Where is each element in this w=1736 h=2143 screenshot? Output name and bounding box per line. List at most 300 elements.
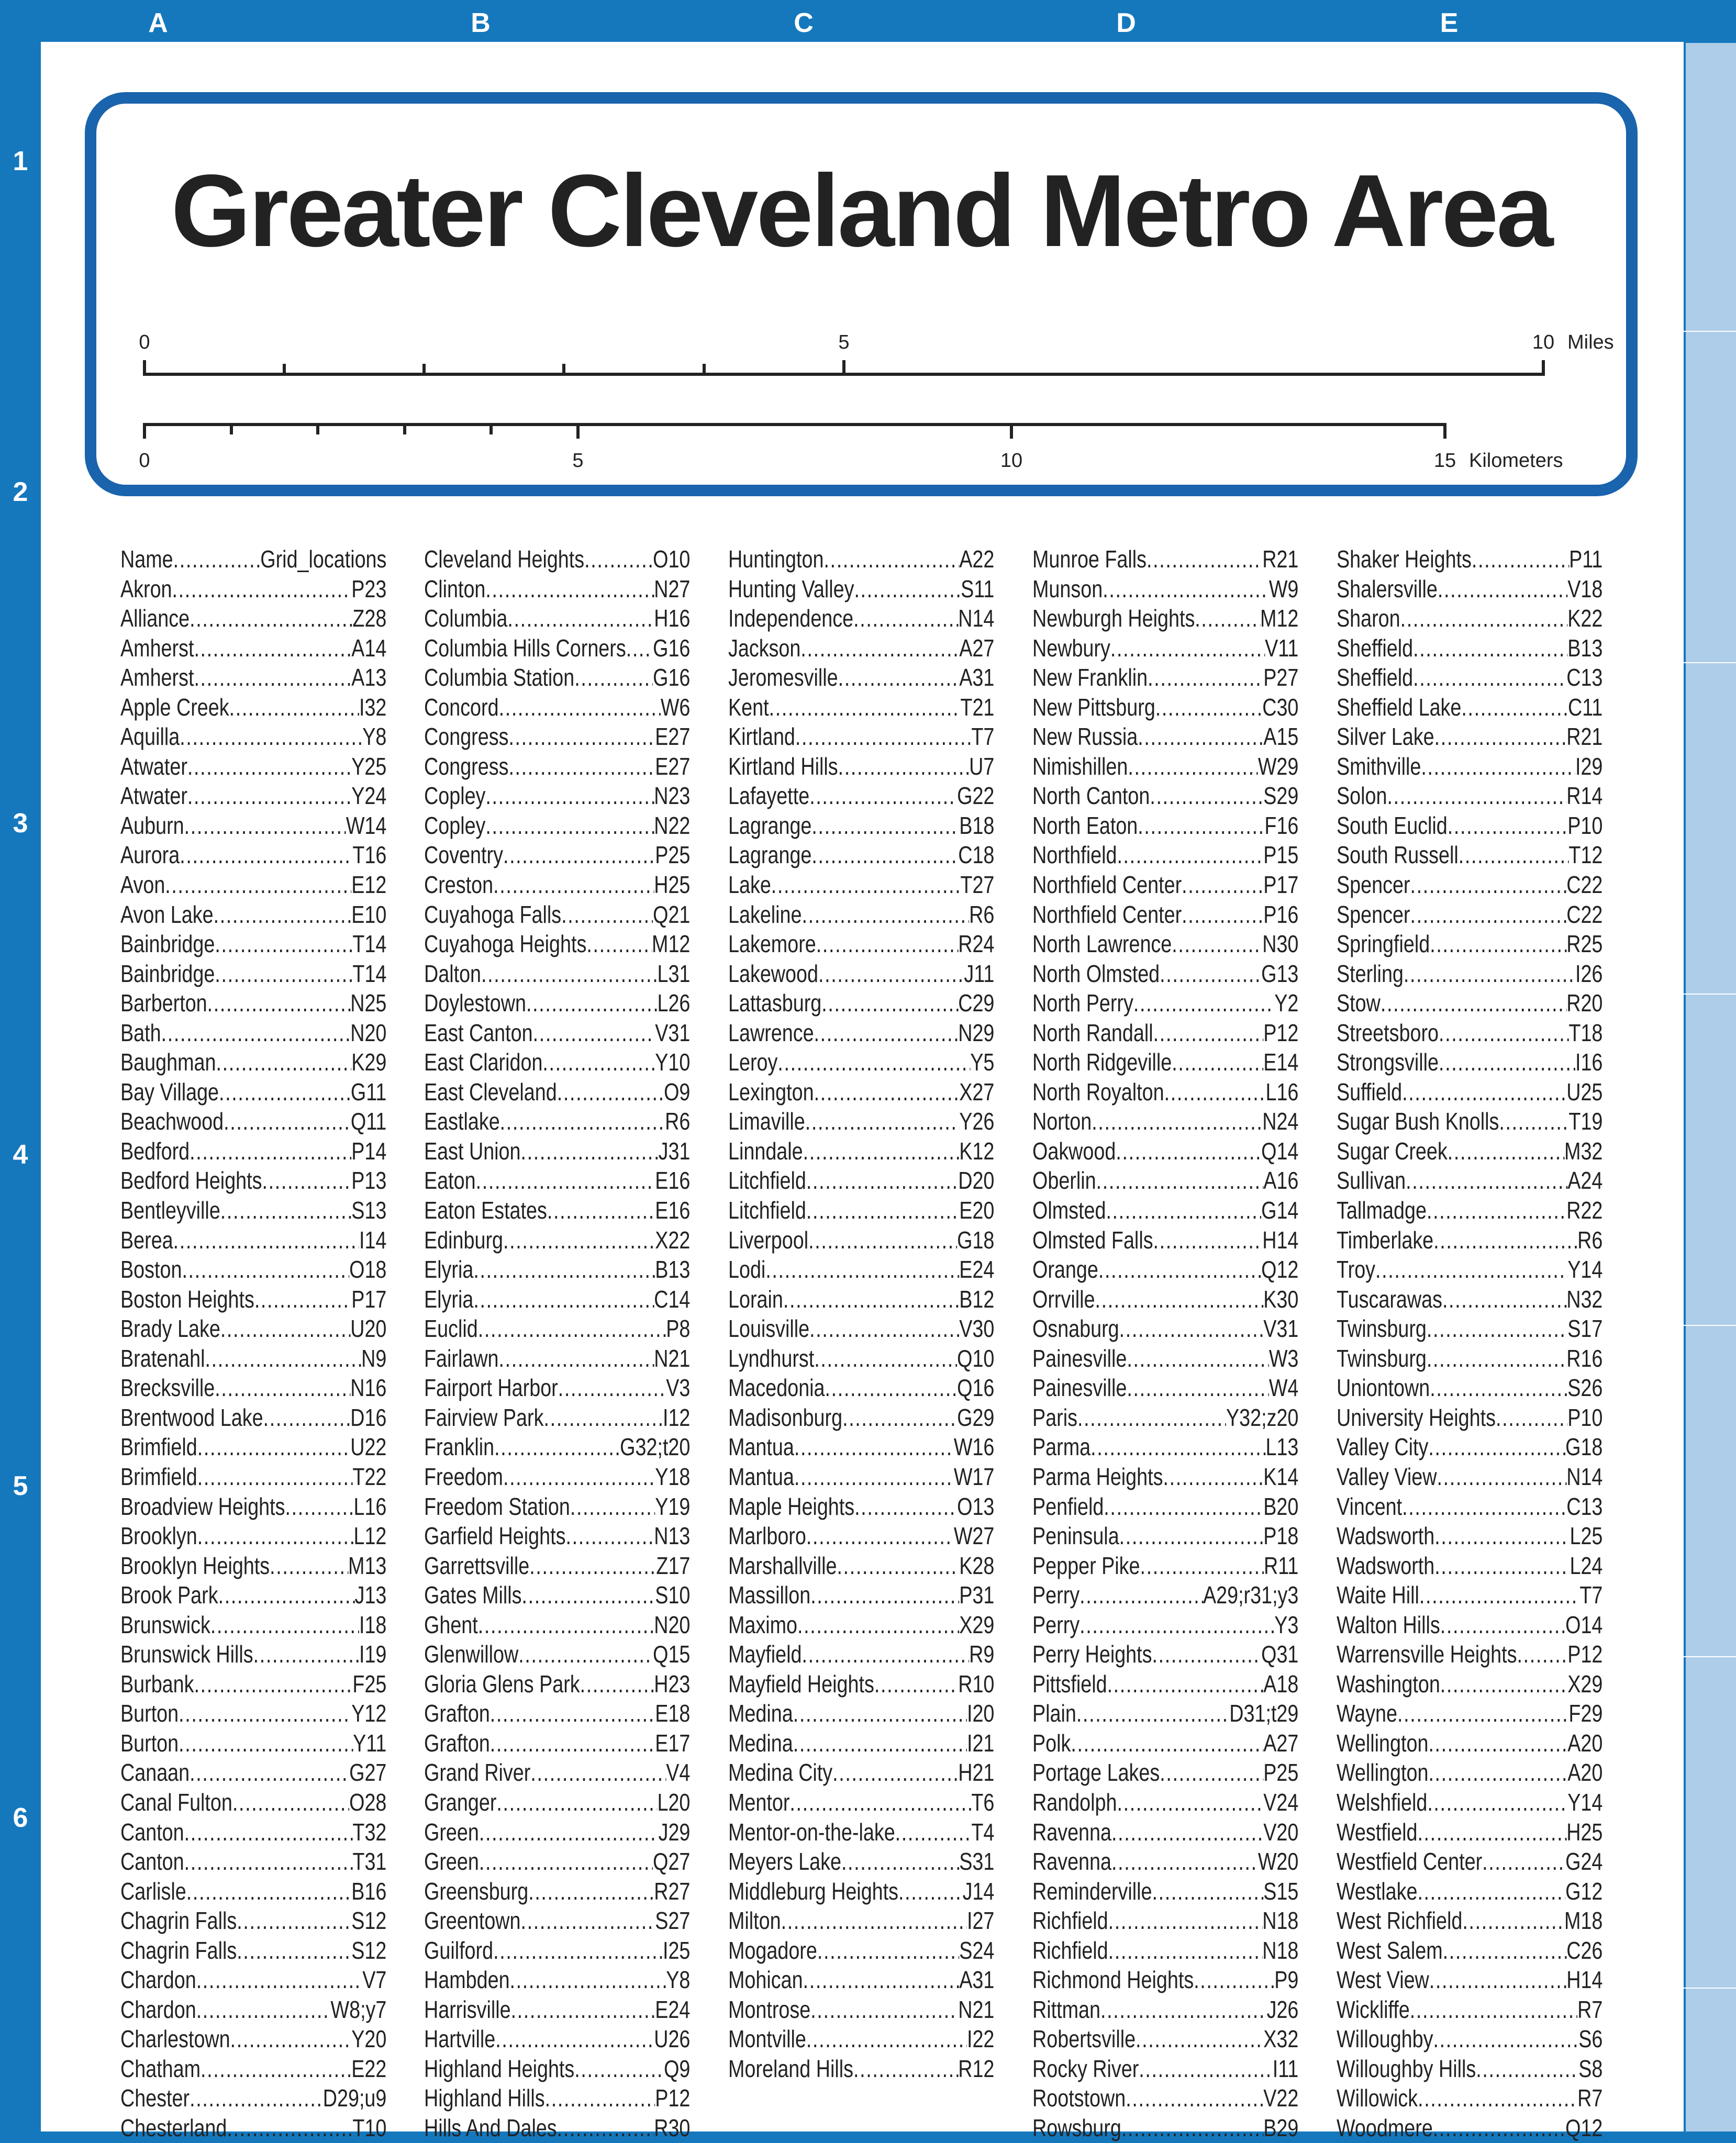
- grid-location: P13: [351, 1167, 387, 1195]
- place-name: Canton: [120, 1848, 184, 1876]
- grid-location: W16: [953, 1433, 995, 1461]
- place-entry: [424, 604, 690, 633]
- grid-location: M13: [348, 1552, 387, 1579]
- leader-dots: [179, 1728, 353, 1758]
- leader-dots: [811, 840, 958, 870]
- place-entry: [1337, 1314, 1603, 1344]
- place-entry: [120, 1639, 386, 1669]
- leader-dots: [547, 1196, 655, 1225]
- leader-dots: [493, 1936, 663, 1966]
- leader-dots: [1103, 574, 1269, 604]
- leader-dots: [1433, 1225, 1577, 1255]
- place-entry: [424, 1225, 690, 1255]
- right-strip-tick: [1684, 1988, 1736, 1989]
- place-entry: [120, 1847, 386, 1877]
- place-name: Chesterland: [120, 2114, 227, 2141]
- leader-dots: [490, 1728, 655, 1758]
- place-entry: [120, 1817, 386, 1847]
- leader-dots: [473, 1255, 655, 1285]
- grid-location: L24: [1570, 1552, 1603, 1579]
- place-entry: [424, 1077, 690, 1107]
- place-name: Moreland Hills: [728, 2055, 853, 2082]
- place-name: East Cleveland: [424, 1078, 557, 1106]
- place-entry: [1032, 663, 1298, 693]
- leader-dots: [214, 900, 352, 930]
- grid-location: F29: [1568, 1700, 1603, 1727]
- grid-location: E10: [351, 900, 387, 928]
- place-name: Glenwillow: [424, 1640, 519, 1668]
- place-entry: [1032, 1788, 1298, 1817]
- leader-dots: [771, 870, 961, 900]
- index-header-name: Name: [120, 545, 173, 573]
- grid-location: P12: [655, 2084, 691, 2112]
- grid-location: J11: [964, 959, 995, 987]
- grid-location: I12: [662, 1403, 691, 1431]
- place-name: Munroe Falls: [1032, 545, 1147, 573]
- grid-location: H14: [1262, 1226, 1299, 1254]
- place-name: New Pittsburg: [1032, 693, 1155, 721]
- grid-location: G22: [957, 782, 995, 810]
- place-entry: [1032, 781, 1298, 811]
- leader-dots: [1472, 544, 1569, 574]
- place-name: Parma Heights: [1032, 1463, 1163, 1490]
- place-entry: [120, 1521, 386, 1551]
- leader-dots: [1152, 1877, 1263, 1906]
- grid-location: Y12: [351, 1700, 387, 1727]
- place-entry: [424, 1728, 690, 1758]
- place-entry: [728, 811, 994, 841]
- grid-location: P10: [1567, 1403, 1603, 1431]
- place-entry: [728, 1610, 994, 1640]
- leader-dots: [1440, 1669, 1567, 1699]
- place-name: Hunting Valley: [728, 575, 854, 602]
- place-name: Lorain: [728, 1285, 783, 1313]
- miles-tick-label: 5: [838, 331, 850, 353]
- place-entry: [424, 1758, 690, 1788]
- leader-dots: [803, 1136, 960, 1166]
- place-entry: [120, 1877, 386, 1906]
- place-entry: [1337, 1906, 1603, 1936]
- place-name: Guilford: [424, 1936, 494, 1964]
- leader-dots: [1476, 2054, 1578, 2084]
- grid-location: K22: [1567, 605, 1603, 632]
- place-name: Lakeline: [728, 900, 802, 928]
- grid-location: P12: [1567, 1640, 1603, 1668]
- place-name: Wickliffe: [1337, 1995, 1410, 2023]
- grid-location: D29;u9: [322, 2084, 387, 2112]
- place-entry: [1032, 1965, 1298, 1995]
- place-name: Lexington: [728, 1078, 814, 1106]
- grid-location: N30: [1262, 930, 1299, 958]
- place-entry: [1337, 811, 1603, 841]
- leader-dots: [1439, 1018, 1568, 1048]
- place-name: Wadsworth: [1337, 1522, 1435, 1550]
- grid-location: V31: [655, 1019, 691, 1046]
- place-name: Freedom: [424, 1463, 503, 1490]
- place-name: Burton: [120, 1729, 179, 1757]
- place-name: Willoughby Hills: [1337, 2055, 1476, 2082]
- leader-dots: [1410, 1995, 1577, 2025]
- grid-location: S27: [655, 1907, 691, 1935]
- place-entry: [728, 1906, 994, 1936]
- leader-dots: [1402, 1077, 1566, 1107]
- place-entry: [1337, 1936, 1603, 1966]
- place-entry: [120, 1373, 386, 1403]
- leader-dots: [220, 1196, 351, 1225]
- leader-dots: [1164, 1077, 1266, 1107]
- grid-location: F25: [352, 1670, 387, 1698]
- place-entry: [1032, 1728, 1298, 1758]
- place-entry: [1337, 1492, 1603, 1522]
- grid-location: A31: [959, 1966, 995, 1994]
- place-name: Westlake: [1337, 1877, 1418, 1905]
- place-name: Bainbridge: [120, 959, 215, 987]
- grid-location: W29: [1258, 752, 1299, 780]
- place-name: Newburgh Heights: [1032, 605, 1195, 632]
- leader-dots: [1440, 1610, 1565, 1640]
- place-entry: [120, 1758, 386, 1788]
- place-entry: [424, 633, 690, 663]
- grid-location: M18: [1564, 1907, 1603, 1935]
- place-name: Fairview Park: [424, 1403, 544, 1431]
- place-name: Lakemore: [728, 930, 816, 958]
- place-entry: [1337, 1047, 1603, 1077]
- leader-dots: [190, 2083, 323, 2113]
- leader-dots: [795, 722, 971, 752]
- place-name: Grafton: [424, 1729, 490, 1757]
- place-name: Nimishillen: [1032, 752, 1128, 780]
- place-entry: [1337, 2113, 1603, 2143]
- place-entry: [120, 752, 386, 782]
- leader-dots: [1111, 1817, 1263, 1847]
- place-name: Kent: [728, 693, 769, 721]
- place-name: Congress: [424, 752, 509, 780]
- grid-location: V11: [1265, 634, 1299, 662]
- leader-dots: [1428, 1728, 1567, 1758]
- leader-dots: [1077, 1403, 1226, 1433]
- grid-location: W4: [1268, 1374, 1299, 1402]
- grid-location: Q16: [957, 1374, 995, 1402]
- right-strip-tick: [1684, 331, 1736, 332]
- grid-location: T10: [352, 2114, 387, 2141]
- place-entry: [1337, 1225, 1603, 1255]
- place-name: Highland Heights: [424, 2055, 575, 2082]
- grid-location: Y32;z20: [1226, 1403, 1299, 1431]
- leader-dots: [1413, 633, 1567, 663]
- place-name: Orrville: [1032, 1285, 1095, 1313]
- place-entry: [424, 1788, 690, 1817]
- grid-location: M12: [1260, 605, 1299, 632]
- leader-dots: [485, 811, 654, 841]
- grid-location: Y24: [351, 782, 387, 810]
- place-entry: [1337, 1788, 1603, 1817]
- grid-location: G11: [350, 1078, 387, 1106]
- place-name: Westfield Center: [1337, 1848, 1483, 1876]
- leader-dots: [808, 1225, 957, 1255]
- leader-dots: [1417, 1817, 1566, 1847]
- grid-location: F16: [1264, 811, 1299, 839]
- grid-location: O18: [349, 1256, 387, 1283]
- leader-dots: [765, 1255, 959, 1285]
- leader-dots: [586, 929, 652, 959]
- place-name: Parma: [1032, 1433, 1091, 1461]
- place-name: Tuscarawas: [1337, 1285, 1442, 1313]
- leader-dots: [485, 781, 654, 811]
- grid-row-label: 6: [13, 1803, 28, 1833]
- place-entry: [424, 1639, 690, 1669]
- place-entry: [120, 663, 386, 693]
- place-name: Lyndhurst: [728, 1344, 815, 1372]
- leader-dots: [1462, 1906, 1564, 1936]
- grid-location: G29: [957, 1403, 995, 1431]
- leader-dots: [1417, 1877, 1565, 1906]
- place-name: Maximo: [728, 1611, 798, 1638]
- right-strip-tick: [1684, 994, 1736, 995]
- place-entry: [424, 1580, 690, 1610]
- place-name: Cleveland Heights: [424, 545, 585, 573]
- place-entry: [728, 1432, 994, 1462]
- place-entry: [120, 1166, 386, 1196]
- leader-dots: [1437, 1462, 1566, 1492]
- leader-dots: [1110, 633, 1265, 663]
- place-entry: [424, 1136, 690, 1166]
- place-entry: [424, 1847, 690, 1877]
- leader-dots: [182, 1255, 349, 1285]
- place-name: Hartville: [424, 2025, 496, 2053]
- leader-dots: [521, 1906, 655, 1936]
- leader-dots: [262, 1166, 351, 1196]
- km-tick-label: 5: [572, 450, 584, 472]
- leader-dots: [201, 2054, 351, 2084]
- place-name: Avon Lake: [120, 900, 214, 928]
- place-entry: [728, 1788, 994, 1817]
- leader-dots: [1092, 1107, 1262, 1136]
- place-name: Portage Lakes: [1032, 1759, 1160, 1787]
- grid-location: T19: [1568, 1108, 1603, 1135]
- place-entry: [1032, 1432, 1298, 1462]
- place-name: Bainbridge: [120, 930, 215, 958]
- place-entry: [728, 1551, 994, 1581]
- place-name: Coventry: [424, 841, 503, 869]
- grid-column-label: B: [471, 8, 491, 38]
- grid-location: Y8: [666, 1966, 691, 1994]
- grid-location: T32: [352, 1818, 387, 1846]
- grid-location: Y10: [655, 1048, 691, 1076]
- grid-location: Y3: [1274, 1611, 1299, 1638]
- leader-dots: [285, 1492, 353, 1522]
- place-entry: [120, 1728, 386, 1758]
- grid-location: O13: [957, 1492, 995, 1520]
- place-entry: [424, 1166, 690, 1196]
- leader-dots: [809, 781, 957, 811]
- place-name: Lakewood: [728, 959, 818, 987]
- place-name: Mayfield Heights: [728, 1670, 874, 1698]
- grid-location: Y25: [351, 752, 387, 780]
- place-entry: [120, 1225, 386, 1255]
- place-entry: [120, 2024, 386, 2054]
- leader-dots: [190, 604, 352, 633]
- grid-location: L12: [353, 1522, 387, 1550]
- leader-dots: [473, 1285, 654, 1314]
- place-name: Marlboro: [728, 1522, 806, 1550]
- place-name: Waite Hill: [1337, 1581, 1419, 1609]
- place-entry: [728, 1077, 994, 1107]
- place-entry: [1032, 1136, 1298, 1166]
- grid-row-label: 3: [13, 808, 28, 839]
- grid-location: E24: [959, 1256, 995, 1283]
- place-entry: [120, 840, 386, 870]
- grid-location: K28: [959, 1552, 995, 1579]
- leader-dots: [1434, 722, 1567, 752]
- grid-location: P27: [1263, 664, 1299, 691]
- place-entry: [728, 544, 994, 574]
- place-entry: [728, 840, 994, 870]
- grid-location: N23: [654, 782, 691, 810]
- grid-location: G18: [957, 1226, 995, 1254]
- miles-scale: [144, 360, 1543, 376]
- leader-dots: [173, 544, 261, 574]
- leader-dots: [1128, 752, 1258, 782]
- place-name: Walton Hills: [1337, 1611, 1440, 1638]
- place-name: Eaton Estates: [424, 1197, 547, 1224]
- leader-dots: [511, 1995, 655, 2025]
- place-name: Solon: [1337, 782, 1387, 810]
- leader-dots: [493, 870, 654, 900]
- place-name: Gates Mills: [424, 1581, 522, 1609]
- place-name: Harrisville: [424, 1995, 511, 2023]
- place-name: Independence: [728, 605, 854, 632]
- leader-dots: [561, 900, 653, 930]
- index-header: [120, 544, 386, 574]
- grid-location: N25: [350, 989, 387, 1017]
- place-name: Congress: [424, 723, 509, 751]
- grid-location: R21: [1566, 723, 1603, 751]
- kilometers-scale: [144, 423, 1445, 439]
- leader-dots: [1427, 1314, 1567, 1344]
- leader-dots: [1108, 1936, 1263, 1966]
- place-name: Rittman: [1032, 1995, 1100, 2023]
- place-entry: [1032, 1225, 1298, 1255]
- grid-location: E14: [1263, 1048, 1299, 1076]
- grid-location: B13: [1567, 634, 1603, 662]
- grid-location: E20: [959, 1197, 995, 1224]
- place-name: Sugar Bush Knolls: [1337, 1108, 1499, 1135]
- grid-location: B20: [1263, 1492, 1299, 1520]
- place-name: Litchfield: [728, 1197, 806, 1224]
- leader-dots: [842, 1403, 957, 1433]
- leader-dots: [810, 1580, 959, 1610]
- place-entry: [728, 1580, 994, 1610]
- place-entry: [424, 1877, 690, 1906]
- grid-location: B16: [351, 1877, 387, 1905]
- leader-dots: [207, 988, 351, 1018]
- place-name: Doylestown: [424, 989, 526, 1017]
- place-entry: [424, 1492, 690, 1522]
- place-name: Ghent: [424, 1611, 478, 1638]
- leader-dots: [1410, 900, 1567, 930]
- place-entry: [1032, 811, 1298, 841]
- leader-dots: [543, 1403, 662, 1433]
- place-name: Spencer: [1337, 871, 1410, 899]
- leader-dots: [769, 693, 961, 722]
- place-entry: [1337, 1758, 1603, 1788]
- grid-location: L13: [1265, 1433, 1299, 1461]
- grid-location: C29: [958, 989, 995, 1017]
- place-name: Osnaburg: [1032, 1315, 1119, 1343]
- place-name: New Russia: [1032, 723, 1138, 751]
- place-name: Granger: [424, 1788, 497, 1816]
- place-entry: [1032, 988, 1298, 1018]
- leader-dots: [190, 1758, 349, 1788]
- place-name: Garfield Heights: [424, 1522, 566, 1550]
- grid-location: D16: [350, 1403, 387, 1431]
- grid-location: R30: [654, 2114, 691, 2141]
- grid-location: H14: [1566, 1966, 1603, 1994]
- leader-dots: [838, 663, 960, 693]
- leader-dots: [793, 1699, 967, 1728]
- grid-location: C22: [1566, 900, 1603, 928]
- place-name: Tallmadge: [1337, 1197, 1427, 1224]
- place-name: Uniontown: [1337, 1374, 1430, 1402]
- place-name: Grafton: [424, 1700, 490, 1727]
- place-entry: [1337, 633, 1603, 663]
- place-name: Alliance: [120, 605, 190, 632]
- leader-dots: [1419, 1580, 1579, 1610]
- grid-location: L31: [657, 959, 691, 987]
- place-name: Mogadore: [728, 1936, 817, 1964]
- place-entry: [1337, 1107, 1603, 1136]
- leader-dots: [219, 1077, 351, 1107]
- place-entry: [728, 1462, 994, 1492]
- grid-location: U25: [1566, 1078, 1603, 1106]
- place-name: Montrose: [728, 1995, 811, 2023]
- leader-dots: [165, 870, 351, 900]
- place-entry: [1337, 959, 1603, 989]
- place-entry: [1337, 1285, 1603, 1314]
- place-name: Amherst: [120, 664, 194, 691]
- grid-location: T27: [960, 871, 995, 899]
- grid-location: Q31: [1261, 1640, 1299, 1668]
- place-name: Concord: [424, 693, 499, 721]
- place-name: Columbia Hills Corners: [424, 634, 626, 662]
- place-entry: [728, 1492, 994, 1522]
- grid-location: Y19: [655, 1492, 691, 1520]
- place-name: Barberton: [120, 989, 207, 1017]
- grid-location: W14: [346, 811, 387, 839]
- place-name: Sheffield: [1337, 634, 1414, 662]
- place-name: Brady Lake: [120, 1315, 220, 1343]
- place-entry: [728, 1225, 994, 1255]
- place-entry: [424, 1107, 690, 1136]
- grid-location: Q11: [350, 1108, 387, 1135]
- place-entry: [1337, 781, 1603, 811]
- place-name: Montville: [728, 2025, 806, 2053]
- grid-location: R6: [969, 900, 995, 928]
- grid-location: X32: [1263, 2025, 1299, 2053]
- place-entry: [1337, 722, 1603, 752]
- place-entry: [120, 693, 386, 722]
- leader-dots: [216, 1047, 351, 1077]
- leader-dots: [530, 1758, 666, 1788]
- place-index-column: [1337, 544, 1603, 2143]
- grid-location: U20: [350, 1315, 387, 1343]
- leader-dots: [478, 1610, 654, 1640]
- place-name: Berea: [120, 1226, 173, 1254]
- grid-location: R27: [654, 1877, 691, 1905]
- place-name: Springfield: [1337, 930, 1430, 958]
- leader-dots: [626, 633, 653, 663]
- grid-location: E17: [655, 1729, 691, 1757]
